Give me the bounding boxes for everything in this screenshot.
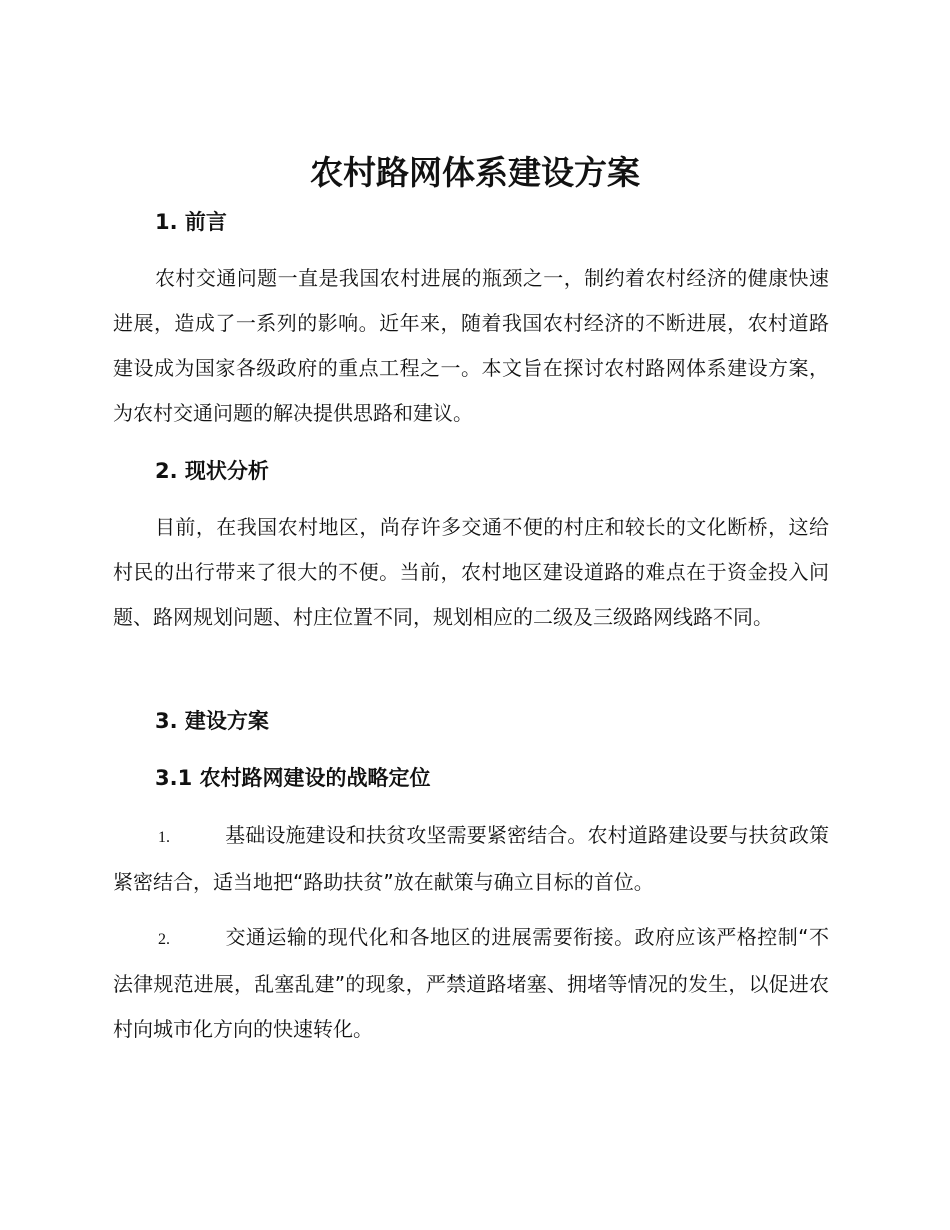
- section-paragraph-preface: 农村交通问题一直是我国农村进展的瓶颈之一，制约着农村经济的健康快速进展，造成了一系列的影响。近年来，随着我国农村经济的不断进展，农村道路建设成为国家各级政府的重点工程之一。本文旨在探讨农村路网体系建设方案，为农村交通问题的解决提供思路和建议。: [113, 266, 829, 425]
- numbered-item: [113, 813, 829, 905]
- item-text: 基础设施建设和扶贫攻坚需要紧密结合。农村道路建设要与扶贫政策紧密结合，适当地把“路助扶贫”放在献策与确立目标的首位。: [113, 823, 829, 894]
- document-title: 农村路网体系建设方案: [310, 153, 640, 192]
- item-text: 交通运输的现代化和各地区的进展需要衔接。政府应该严格控制“不法律规范进展，乱塞乱建”的现象，严禁道路堵塞、拥堵等情况的发生，以促进农村向城市化方向的快速转化。: [113, 925, 829, 1041]
- section-heading-preface: 1. 前言: [155, 210, 227, 234]
- section-paragraph-status-analysis: 目前，在我国农村地区，尚存许多交通不便的村庄和较长的文化断桥，这给村民的出行带来了很大的不便。当前，农村地区建设道路的难点在于资金投入问题、路网规划问题、村庄位置不同，规划相应的二级及三级路网线路不同。: [113, 515, 829, 629]
- item-number: 2.: [158, 931, 170, 948]
- section-heading-status-analysis: 2. 现状分析: [155, 459, 269, 483]
- item-number: 1.: [158, 829, 170, 846]
- subsection-heading-strategic-positioning: 3.1 农村路网建设的战略定位: [155, 766, 431, 790]
- numbered-item: [113, 915, 829, 1052]
- section-heading-construction-plan: 3. 建设方案: [155, 709, 269, 733]
